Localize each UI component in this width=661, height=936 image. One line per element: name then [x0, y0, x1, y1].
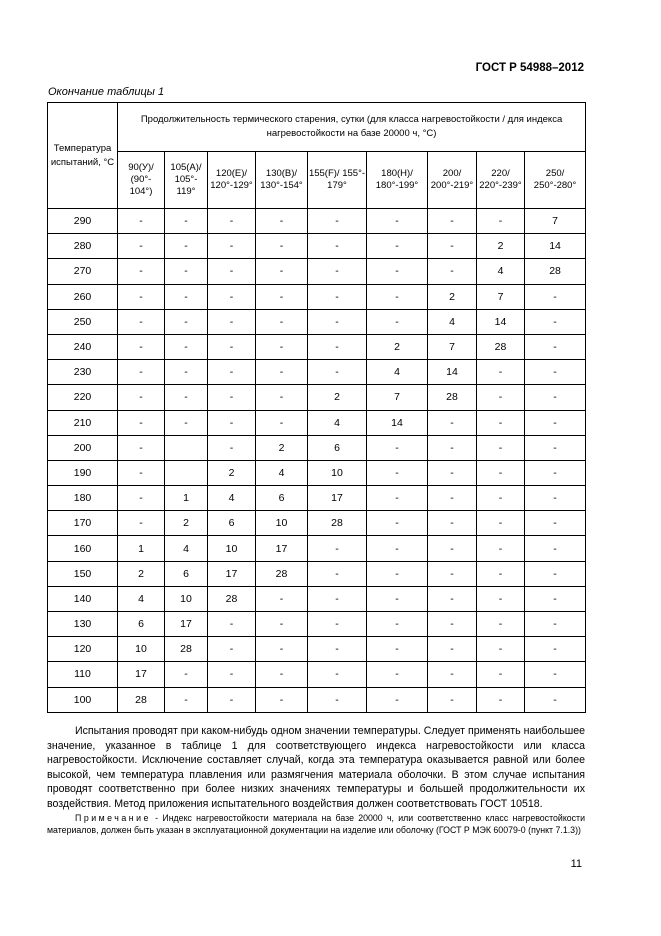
duration-cell: - [308, 309, 367, 334]
table-row [48, 561, 586, 586]
duration-cell: 6 [118, 612, 165, 637]
duration-cell: 17 [308, 486, 367, 511]
duration-cell: - [367, 309, 428, 334]
duration-cell: - [308, 536, 367, 561]
temperature-cell: 160 [48, 536, 118, 561]
duration-cell: - [308, 334, 367, 359]
duration-cell: - [165, 687, 208, 712]
duration-cell: - [477, 209, 525, 234]
duration-cell: - [208, 309, 256, 334]
duration-cell: - [118, 435, 165, 460]
duration-cell: - [208, 687, 256, 712]
duration-cell: - [118, 460, 165, 485]
duration-cell: 7 [367, 385, 428, 410]
class-header: 120(Е)/ 120°-129° [208, 152, 256, 209]
duration-cell: - [367, 460, 428, 485]
duration-cell: - [165, 259, 208, 284]
table-row [48, 360, 586, 385]
temperature-cell: 190 [48, 460, 118, 485]
duration-cell: - [118, 259, 165, 284]
duration-cell: - [525, 360, 586, 385]
duration-cell: 4 [208, 486, 256, 511]
temperature-cell: 290 [48, 209, 118, 234]
duration-cell: 1 [165, 486, 208, 511]
table-row [48, 612, 586, 637]
duration-cell: - [208, 234, 256, 259]
duration-cell: 7 [428, 334, 477, 359]
duration-cell: 17 [165, 612, 208, 637]
class-header: 155(F)/ 155°- 179° [308, 152, 367, 209]
temperature-cell: 220 [48, 385, 118, 410]
temperature-column-header: Температура испытаний, °С [48, 103, 118, 209]
page-number: 11 [570, 858, 582, 870]
duration-cell: - [367, 561, 428, 586]
duration-cell: 14 [428, 360, 477, 385]
duration-cell: - [525, 511, 586, 536]
duration-cell: 4 [165, 536, 208, 561]
duration-cell: - [256, 309, 308, 334]
temperature-cell: 180 [48, 486, 118, 511]
duration-cell: 17 [256, 536, 308, 561]
duration-cell: - [308, 360, 367, 385]
duration-cell: - [208, 637, 256, 662]
duration-cell: - [525, 561, 586, 586]
class-header: 90(У)/ (90°- 104°) [118, 152, 165, 209]
duration-cell: - [256, 637, 308, 662]
duration-cell: 4 [367, 360, 428, 385]
class-header: 105(А)/ 105°- 119° [165, 152, 208, 209]
class-header: 200/ 200°-219° [428, 152, 477, 209]
duration-cell: 14 [477, 309, 525, 334]
duration-cell: 28 [308, 511, 367, 536]
duration-cell: - [256, 234, 308, 259]
duration-cell: 2 [256, 435, 308, 460]
duration-cell: 4 [256, 460, 308, 485]
table-row [48, 284, 586, 309]
duration-cell: - [525, 284, 586, 309]
duration-cell: 10 [165, 586, 208, 611]
duration-cell: - [208, 385, 256, 410]
duration-cell: - [477, 612, 525, 637]
duration-cell: 4 [477, 259, 525, 284]
body-paragraph: Испытания проводят при каком-нибудь одном значении температуры. Следует применять наибольшее значение, указанное в таблице 1 для соответствующего индекса нагревостойкости или класса нагревостойкости. Исключение составляет случай, когда эта температура оказывается равной или более высокой, чем температура плавления или размягчения материала оболочки. В этом случае испытания проводят соответственно при более низких значениях температуры и большей продолжительности их воздействия. Метод приложения испытательного воздействия должен соответствовать ГОСТ 10518. [47, 725, 585, 810]
duration-cell: 7 [477, 284, 525, 309]
duration-cell: - [308, 637, 367, 662]
duration-cell: - [208, 259, 256, 284]
duration-cell: - [308, 612, 367, 637]
class-header: 180(Н)/ 180°-199° [367, 152, 428, 209]
table-note [47, 812, 585, 836]
duration-cell: - [477, 385, 525, 410]
duration-cell: - [256, 612, 308, 637]
duration-cell: - [256, 385, 308, 410]
duration-cell: - [525, 410, 586, 435]
duration-cell: - [477, 536, 525, 561]
duration-cell: 4 [118, 586, 165, 611]
duration-cell: - [428, 460, 477, 485]
duration-cell: - [477, 360, 525, 385]
duration-cell: - [477, 561, 525, 586]
document-header: ГОСТ Р 54988–2012 [475, 62, 584, 74]
duration-cell: - [165, 284, 208, 309]
class-header: 220/ 220°-239° [477, 152, 525, 209]
temperature-cell: 280 [48, 234, 118, 259]
duration-cell: 28 [525, 259, 586, 284]
duration-cell: - [525, 586, 586, 611]
duration-cell: - [165, 334, 208, 359]
duration-cell: 6 [308, 435, 367, 460]
duration-cell: - [208, 435, 256, 460]
duration-cell: - [118, 511, 165, 536]
duration-cell: - [428, 536, 477, 561]
duration-cell: - [367, 486, 428, 511]
duration-cell: - [428, 687, 477, 712]
duration-cell: - [428, 486, 477, 511]
duration-cell: 17 [208, 561, 256, 586]
duration-cell: 1 [118, 536, 165, 561]
duration-cell: 14 [367, 410, 428, 435]
duration-cell: - [477, 511, 525, 536]
duration-cell: - [165, 410, 208, 435]
duration-cell: - [256, 334, 308, 359]
class-header: 250/ 250°-280° [525, 152, 586, 209]
duration-cell: - [428, 234, 477, 259]
duration-cell: - [118, 309, 165, 334]
duration-cell: - [367, 637, 428, 662]
table-row [48, 586, 586, 611]
duration-cell: - [428, 511, 477, 536]
duration-cell: - [308, 259, 367, 284]
duration-cell: - [118, 385, 165, 410]
duration-cell: - [367, 511, 428, 536]
duration-cell: - [208, 209, 256, 234]
duration-cell: - [118, 410, 165, 435]
temperature-cell: 150 [48, 561, 118, 586]
duration-cell: 28 [208, 586, 256, 611]
duration-cell: - [256, 259, 308, 284]
table-row [48, 209, 586, 234]
duration-cell: - [367, 536, 428, 561]
duration-cell: - [208, 662, 256, 687]
duration-cell: - [525, 435, 586, 460]
duration-cell: 7 [525, 209, 586, 234]
duration-cell: - [367, 662, 428, 687]
duration-cell: - [308, 687, 367, 712]
table-row [48, 637, 586, 662]
temperature-cell: 250 [48, 309, 118, 334]
duration-cell: 2 [477, 234, 525, 259]
temperature-cell: 140 [48, 586, 118, 611]
duration-cell: 28 [165, 637, 208, 662]
duration-cell: - [477, 486, 525, 511]
table-row [48, 435, 586, 460]
duration-cell: 2 [208, 460, 256, 485]
table-row [48, 259, 586, 284]
duration-cell: - [525, 486, 586, 511]
duration-cell: - [367, 209, 428, 234]
duration-cell: 28 [428, 385, 477, 410]
duration-cell: 4 [428, 309, 477, 334]
duration-cell: 10 [208, 536, 256, 561]
duration-cell: - [525, 536, 586, 561]
duration-cell: - [367, 435, 428, 460]
temperature-cell: 200 [48, 435, 118, 460]
table-row [48, 536, 586, 561]
duration-cell: 14 [525, 234, 586, 259]
duration-cell: - [525, 662, 586, 687]
duration-cell: - [428, 259, 477, 284]
duration-cell [165, 460, 208, 485]
duration-cell: - [477, 435, 525, 460]
duration-cell: - [525, 687, 586, 712]
duration-cell: - [525, 334, 586, 359]
duration-cell: - [428, 561, 477, 586]
duration-cell: 10 [256, 511, 308, 536]
duration-cell: - [118, 234, 165, 259]
duration-cell: - [118, 209, 165, 234]
duration-cell: 2 [165, 511, 208, 536]
temperature-cell: 170 [48, 511, 118, 536]
table-row [48, 511, 586, 536]
duration-cell: 28 [118, 687, 165, 712]
temperature-cell: 100 [48, 687, 118, 712]
duration-span-header: Продолжительность термического старения, сутки (для класса нагревостойкости / для индекса нагревостойкости на базе 20000 ч, °С) [118, 103, 586, 152]
duration-cell: - [477, 586, 525, 611]
duration-cell: - [208, 284, 256, 309]
duration-cell: - [428, 209, 477, 234]
table-row [48, 410, 586, 435]
duration-cell: - [165, 662, 208, 687]
duration-cell: 6 [208, 511, 256, 536]
duration-cell: 10 [308, 460, 367, 485]
duration-cell: - [367, 284, 428, 309]
duration-cell: - [525, 637, 586, 662]
table-row [48, 662, 586, 687]
duration-cell: - [525, 460, 586, 485]
duration-cell: - [256, 410, 308, 435]
duration-cell: - [118, 284, 165, 309]
duration-cell: - [477, 460, 525, 485]
duration-cell: - [118, 486, 165, 511]
duration-cell: - [256, 209, 308, 234]
duration-cell: 2 [428, 284, 477, 309]
duration-cell: - [165, 385, 208, 410]
table-caption: Окончание таблицы 1 [48, 86, 165, 98]
table-row [48, 687, 586, 712]
duration-cell: - [165, 209, 208, 234]
duration-cell: - [428, 662, 477, 687]
note-label: Примечание [75, 813, 151, 823]
table-row [48, 460, 586, 485]
aging-duration-table [47, 102, 586, 713]
duration-cell: - [525, 612, 586, 637]
temperature-cell: 210 [48, 410, 118, 435]
duration-cell: - [256, 360, 308, 385]
duration-cell: - [256, 284, 308, 309]
duration-cell: 6 [165, 561, 208, 586]
duration-cell: - [208, 612, 256, 637]
temperature-cell: 240 [48, 334, 118, 359]
duration-cell: - [208, 360, 256, 385]
duration-cell: - [308, 561, 367, 586]
duration-cell: - [308, 284, 367, 309]
duration-cell: - [477, 687, 525, 712]
duration-cell: - [165, 360, 208, 385]
duration-cell: - [118, 360, 165, 385]
duration-cell: - [165, 234, 208, 259]
duration-cell: - [367, 586, 428, 611]
duration-cell: - [208, 334, 256, 359]
duration-cell: - [367, 687, 428, 712]
temperature-cell: 270 [48, 259, 118, 284]
duration-cell: 4 [308, 410, 367, 435]
duration-cell: - [428, 410, 477, 435]
duration-cell: 28 [477, 334, 525, 359]
table-row [48, 234, 586, 259]
duration-cell: - [308, 209, 367, 234]
duration-cell: 2 [308, 385, 367, 410]
duration-cell: - [208, 410, 256, 435]
duration-cell: - [118, 334, 165, 359]
duration-cell: - [367, 259, 428, 284]
duration-cell: - [428, 435, 477, 460]
duration-cell: - [256, 687, 308, 712]
duration-cell: - [477, 662, 525, 687]
note-text: - Индекс нагревостойкости материала на базе 20000 ч, или соответственно класс нагревостойкости материалов, должен быть указан в эксплуатационной документации на изделие или оболочку (ГОСТ Р МЭК 60079-0 (пункт 7.1.3)) [47, 813, 585, 835]
duration-cell [165, 435, 208, 460]
table-row [48, 385, 586, 410]
duration-cell: - [308, 234, 367, 259]
duration-cell: - [428, 637, 477, 662]
duration-cell: - [165, 309, 208, 334]
temperature-cell: 130 [48, 612, 118, 637]
duration-cell: - [367, 612, 428, 637]
temperature-cell: 120 [48, 637, 118, 662]
duration-cell: - [428, 612, 477, 637]
table-row [48, 486, 586, 511]
duration-cell: - [308, 586, 367, 611]
duration-cell: 28 [256, 561, 308, 586]
duration-cell: - [477, 410, 525, 435]
duration-cell: 10 [118, 637, 165, 662]
table-row [48, 334, 586, 359]
table-row [48, 309, 586, 334]
duration-cell: - [256, 662, 308, 687]
duration-cell: - [525, 309, 586, 334]
duration-cell: 6 [256, 486, 308, 511]
duration-cell: - [428, 586, 477, 611]
duration-cell: - [256, 586, 308, 611]
duration-cell: 2 [118, 561, 165, 586]
duration-cell: - [367, 234, 428, 259]
temperature-cell: 230 [48, 360, 118, 385]
duration-cell: - [477, 637, 525, 662]
duration-cell: - [308, 662, 367, 687]
temperature-cell: 110 [48, 662, 118, 687]
class-header: 130(В)/ 130°-154° [256, 152, 308, 209]
duration-cell: 17 [118, 662, 165, 687]
duration-cell: - [525, 385, 586, 410]
temperature-cell: 260 [48, 284, 118, 309]
duration-cell: 2 [367, 334, 428, 359]
